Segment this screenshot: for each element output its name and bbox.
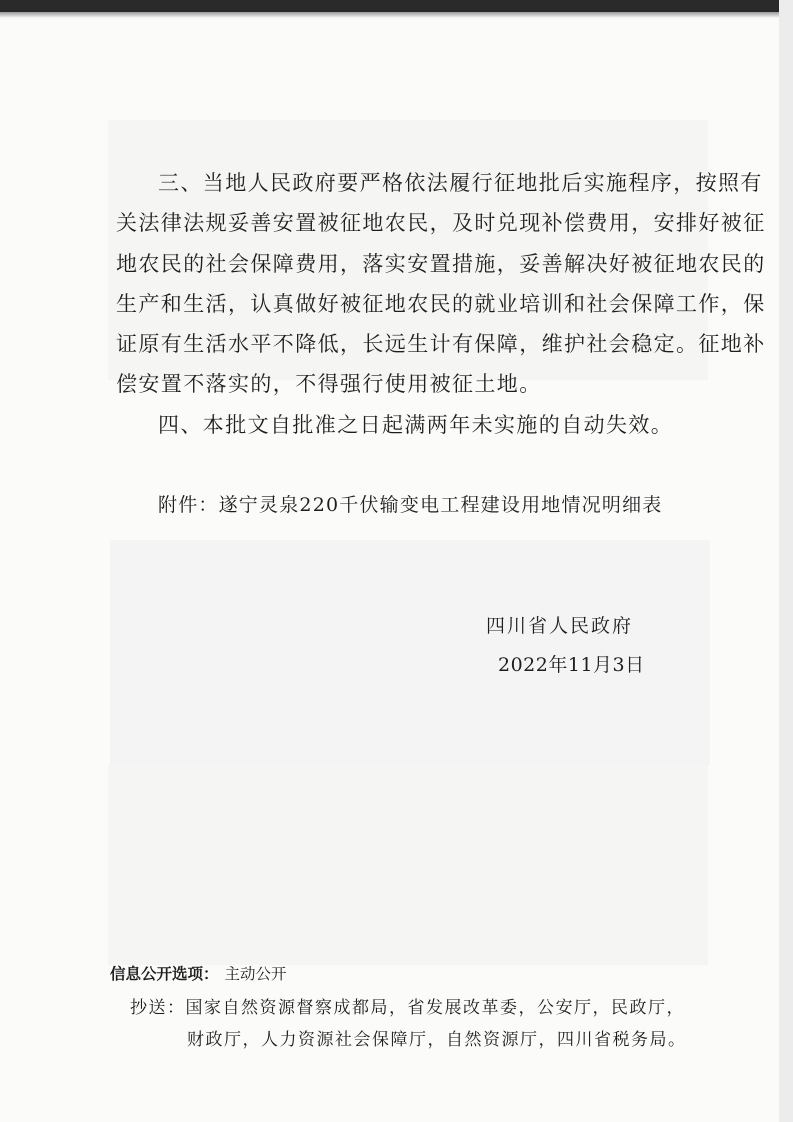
paragraph-four: [116, 405, 716, 445]
cc-line: 财政厅，人力资源社会保障厅，自然资源厅，四川省税务局。: [187, 1030, 687, 1050]
disclosure-value: 主动公开: [224, 965, 287, 983]
text-line: 生产和生活，认真做好被征地农民的就业培训和社会保障工作，保: [116, 291, 766, 316]
text-line: 关法律法规妥善安置被征地农民，及时兑现补偿费用，安排好被征: [116, 211, 766, 236]
paragraph-three: [116, 163, 766, 405]
cc-list: [130, 992, 700, 1056]
cc-line: 抄送：国家自然资源督察成都局，省发展改革委，公安厅，民政厅，: [130, 998, 685, 1018]
text-line: 三、当地人民政府要严格依法履行征地批后实施程序，按照有: [158, 171, 763, 195]
scan-top-shadow: [0, 12, 779, 18]
issuer-name: 四川省人民政府: [486, 615, 634, 637]
text-line: 四、本批文自批准之日起满两年未实施的自动失效。: [158, 412, 674, 437]
document-body: [116, 163, 766, 445]
issue-date: 2022年11月3日: [498, 654, 645, 676]
attachment-note: 附件：遂宁灵泉220千伏输变电工程建设用地情况明细表: [158, 494, 663, 516]
bleed-through-shadow: [108, 765, 708, 965]
text-line: 偿安置不落实的，不得强行使用被征土地。: [116, 372, 542, 397]
text-line: 地农民的社会保障费用，落实安置措施，妥善解决好被征地农民的: [116, 251, 766, 276]
scan-top-edge: [0, 0, 779, 12]
disclosure-option: [110, 962, 287, 984]
text-line: 证原有生活水平不降低，长远生计有保障，维护社会稳定。征地补: [116, 332, 766, 357]
disclosure-label: 信息公开选项：: [110, 965, 219, 983]
